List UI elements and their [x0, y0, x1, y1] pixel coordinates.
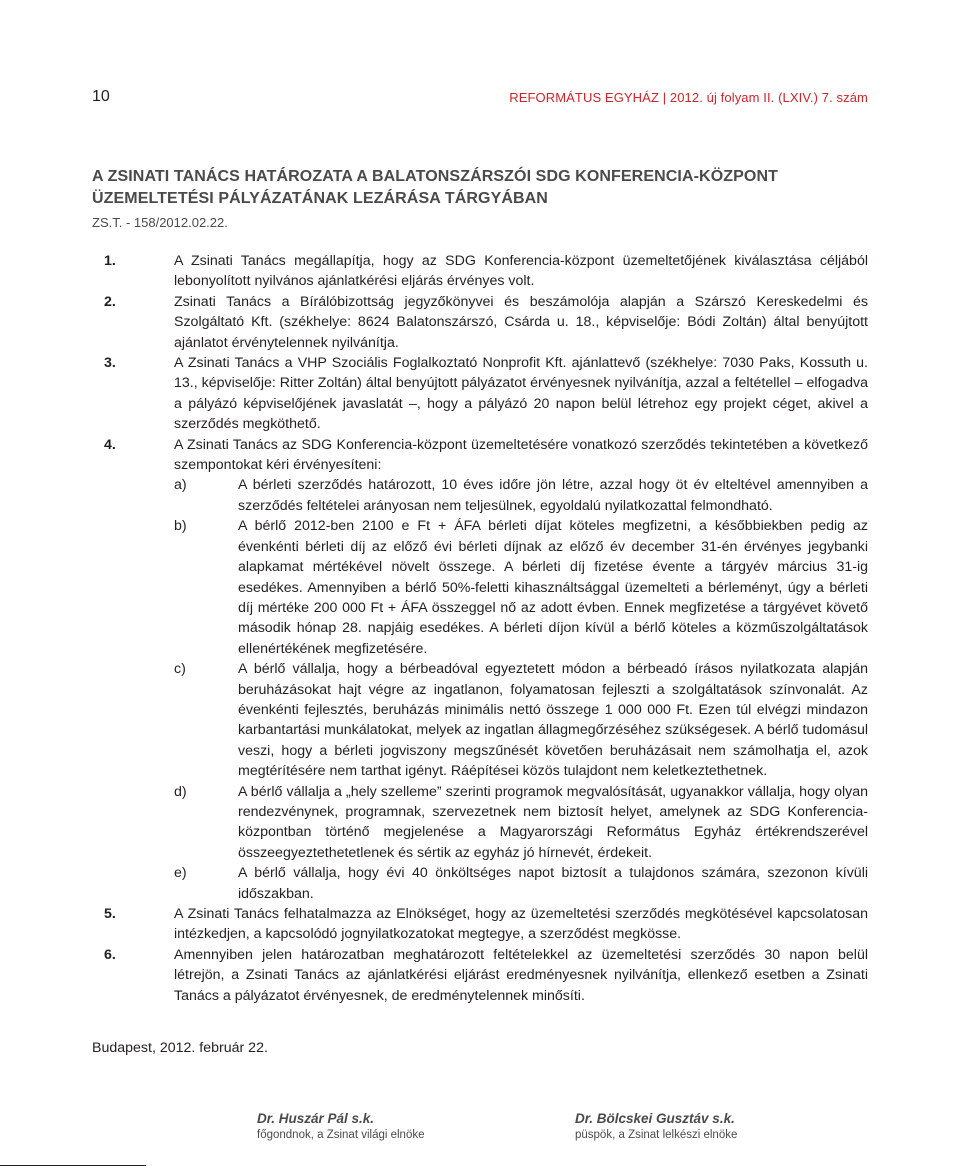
signatory-title: főgondnok, a Zsinat világi elnöke [257, 1129, 425, 1141]
page-header [92, 88, 868, 108]
sub-item-label: c) [174, 661, 186, 678]
sub-item [174, 863, 868, 904]
list-item [104, 251, 868, 292]
sub-item-text: A bérlő vállalja, hogy évi 40 önköltséges napot biztosít a tulajdonos számára, szezonon kívüli időszakban. [238, 865, 868, 902]
item-text: A Zsinati Tanács megállapítja, hogy az SDG Konferencia-központ üzemeltetőjének kiválasztása céljából lebonyolított nyilvános ajánlatkérési eljárás érvényes volt. [174, 253, 868, 290]
sub-item [174, 782, 868, 864]
item-number: 3. [104, 355, 116, 372]
item-text: A Zsinati Tanács az SDG Konferencia-központ üzemeltetésére vonatkozó szerződés tekintetében a következő szempontokat kéri érvényesíteni: [174, 436, 868, 474]
footer-rule [0, 1165, 146, 1166]
item-number: 4. [104, 436, 116, 453]
place-date: Budapest, 2012. február 22. [92, 1040, 268, 1056]
resolution-title-block [92, 166, 868, 233]
sub-item [174, 475, 868, 516]
sub-item [174, 516, 868, 659]
sub-item-text: A bérlő 2012-ben 2100 e Ft + ÁFA bérleti díjat köteles megfizetni, a későbbiekben pedig az évenkénti bérleti díj az előző évi bérleti díjnak az előző év december 31-én érvényes jegybanki alapkamat mértékével növelt összege. A bérleti díj fizetése évente a tárgyév március 31-ig esedékes. Amennyiben a bérlő 50%-feletti kihasználtsággal üzemelteti a bérleményt, úgy a bérleti díj mértéke 200 000 Ft + ÁFA összeggel nő az adott évben. Ennek megfizetése a tárgyévet követő második hónap 28. napjáig esedékes. A bérleti díjon kívül a bérlő köteles a közműszolgáltatások ellenértékének megfizetésére. [238, 518, 868, 657]
list-item [104, 292, 868, 353]
item-number: 1. [104, 253, 116, 269]
resolution-reference: ZS.T. - 158/2012.02.22. [92, 215, 228, 230]
item-text: A Zsinati Tanács felhatalmazza az Elnökséget, hogy az üzemeltetési szerződés megkötésével kapcsolatosan intézkedjen, a kapcsolódó jognyilatkozatokat megtegye, a szerződést megkösse. [174, 906, 868, 943]
signatory-name: Dr. Bölcskei Gusztáv s.k. [575, 1111, 735, 1126]
title-line-1: A ZSINATI TANÁCS HATÁROZATA A BALATONSZÁRSZÓI SDG KONFERENCIA-KÖZPONT [92, 168, 778, 185]
list-item [104, 435, 868, 904]
list-item [104, 353, 868, 435]
item-number: 6. [104, 946, 116, 963]
list-item [104, 904, 868, 945]
title-line-2: ÜZEMELTETÉSI PÁLYÁZATÁNAK LEZÁRÁSA TÁRGYÁBAN [92, 190, 548, 207]
signature-right [575, 1111, 737, 1141]
sub-item-text: A bérlő vállalja, hogy a bérbeadóval egyeztetett módon a bérbeadó írásos nyilatkozata alapján beruházásokat hajt végre az ingatlanon, folyamatosan fejleszti a szolgáltatások színvonalát. Az évenkénti fejlesztés, beruházás minimális nettó összege 1 000 000 Ft. Ezen túl elvégzi mindazon karbantartási munkálatokat, melyek az ingatlan állagmegőrzéséhez szükségesek. A bérlő tudomásul veszi, hogy a bérleti jogviszony megszűnését követően beruházásait nem számolhatja el, azok megtérítésére nem tarthat igényt. Ráépítései közös tulajdont nem keletkeztethetnek. [238, 661, 868, 780]
list-item [104, 945, 868, 1006]
item-number: 5. [104, 906, 116, 922]
sub-item-label: a) [174, 477, 187, 494]
sub-item-label: e) [174, 865, 187, 882]
sub-item-label: d) [174, 783, 187, 800]
signatory-name: Dr. Huszár Pál s.k. [257, 1111, 375, 1126]
sub-item-text: A bérlő vállalja a „hely szelleme” szerinti programok megvalósítását, ugyanakkor vállalja, hogy olyan rendezvénynek, programnak, szervezetnek nem biztosít helyet, amelynek az SDG Konferencia-központban történő megjelenése a Magyarországi Református Egyház értékrendszerével összeegyeztethetetlenek és sértik az egyház jó hírnevét, érdekeit. [238, 783, 868, 861]
signatory-title: püspök, a Zsinat lelkészi elnöke [575, 1129, 738, 1141]
item-number: 2. [104, 293, 116, 310]
running-head: REFORMÁTUS EGYHÁZ | 2012. új folyam II. (LXIV.) 7. szám [509, 90, 868, 105]
item-text: Zsinati Tanács a Bírálóbizottság jegyzőkönyvei és beszámolója alapján a Szárszó Kereskedelmi és Szolgáltató Kft. (székhelye: 8624 Balatonszárszó, Csárda u. 18., képviselője: Bódi Zoltán) által benyújtott ajánlatot érvénytelennek nyilvánítja. [174, 293, 868, 351]
sub-item [174, 659, 868, 781]
item-text: Amennyiben jelen határozatban meghatározott feltételekkel az üzemeltetési szerződés 30 napon belül létrejön, a Zsinati Tanács az ajánlatkérési eljárást eredményesnek nyilvánítja, ellenkező esetben a Zsinati Tanács a pályázatot érvényesnek, de eredménytelennek minősíti. [174, 946, 868, 1004]
item-text: A Zsinati Tanács a VHP Szociális Foglalkoztató Nonprofit Kft. ajánlattevő (székhelye: 7030 Paks, Kossuth u. 13., képviselője: Ritter Zoltán) által benyújtott pályázatot érvényesnek nyilvánítja, azzal a feltétellel – elfogadva a pályázó képviselőjének javaslatát –, hogy a pályázó 20 napon belül létrehoz egy projekt céget, akivel a szerződés megköthető. [174, 355, 868, 433]
sub-item-label: b) [174, 518, 187, 535]
item-body [174, 435, 868, 904]
sub-item-text: A bérleti szerződés határozott, 10 éves időre jön létre, azzal hogy öt év elteltével amennyiben a szerződés feltételei arányosan nem teljesülnek, egyoldalú nyilatkozattal felmondható. [238, 477, 868, 514]
page-number: 10 [92, 88, 110, 105]
signature-left [257, 1111, 425, 1141]
resolution-body [104, 251, 868, 1006]
